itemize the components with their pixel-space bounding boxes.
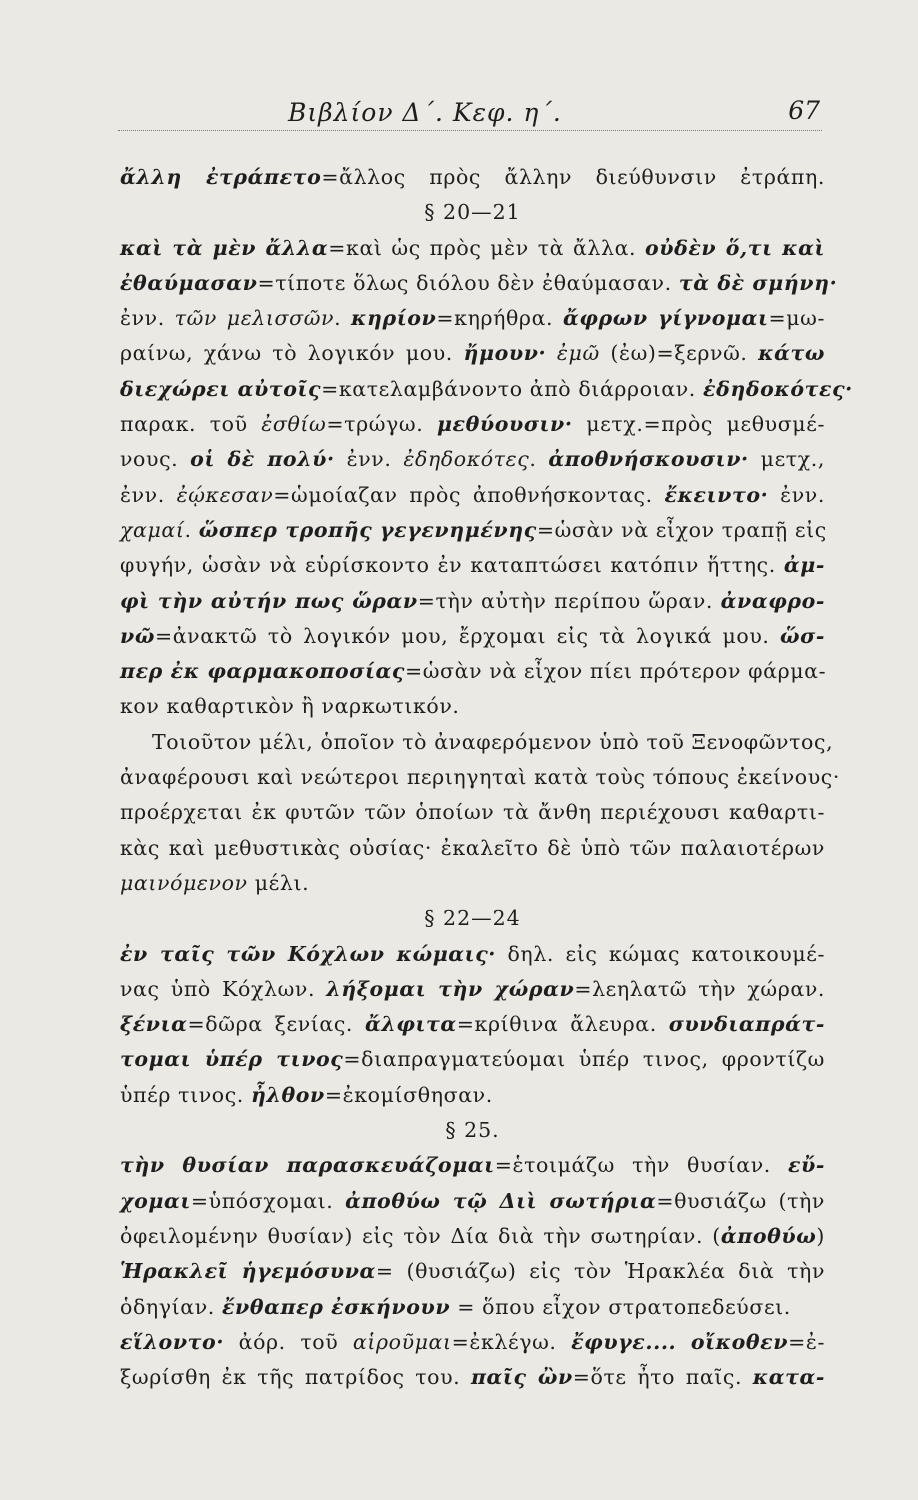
gloss-text: κον καθαρτικὸν ἢ ναρκωτικόν. xyxy=(120,694,460,719)
gloss-text: =δῶρα ξενίας. xyxy=(187,1012,365,1037)
gloss-text xyxy=(546,341,557,365)
lemma: ἦλθον xyxy=(251,1082,325,1107)
gloss-text: =ἄλλος πρὸς ἄλλην διεύθυνσιν ἐτράπη. xyxy=(321,165,825,189)
text-line xyxy=(120,1184,825,1219)
text-line xyxy=(120,513,825,548)
italic-term: μαινόμενον xyxy=(120,870,248,895)
text-line xyxy=(120,689,825,724)
lemma: ἄφρων γίγνομαι xyxy=(562,306,769,331)
italic-term: ἐσθίω xyxy=(261,412,327,437)
gloss-text: μετχ., xyxy=(748,447,826,472)
lemma: οὐδὲν ὅ,τι καὶ xyxy=(645,235,825,260)
section-heading xyxy=(120,195,825,230)
gloss-text: (ἐω)=ξερνῶ. xyxy=(599,341,759,366)
lemma: τομαι ὑπέρ τινος xyxy=(120,1047,344,1072)
text-line xyxy=(120,584,825,619)
gloss-text: ) xyxy=(816,1223,825,1248)
text-line xyxy=(120,972,825,1007)
text-line xyxy=(120,1007,825,1042)
text-line xyxy=(120,336,825,371)
lemma: καὶ τὰ μὲν ἄλλα xyxy=(120,235,329,260)
lemma: Ἡρακλεῖ ἡγεμόσυνα xyxy=(120,1259,376,1284)
lemma: οἴκοθεν xyxy=(690,1329,789,1354)
text-line xyxy=(120,372,853,407)
lemma: κατα- xyxy=(752,1365,825,1390)
text-line xyxy=(120,1290,825,1325)
lemma: οἱ δὲ πολύ· xyxy=(190,447,335,472)
text-line xyxy=(120,1042,825,1077)
gloss-text: παρακ. τοῦ xyxy=(120,412,262,437)
page-header xyxy=(118,96,822,131)
gloss-text: νους. xyxy=(120,447,191,472)
lemma: ἄλλη ἐτράπετο xyxy=(120,165,322,189)
lemma: χομαι xyxy=(120,1188,191,1213)
gloss-text: =ἐκομίσθησαν. xyxy=(324,1082,493,1107)
gloss-text: . xyxy=(184,517,199,542)
gloss-text: δηλ. εἰς κώμας κατοικουμέ- xyxy=(496,941,825,966)
gloss-text: ἐνν. xyxy=(120,482,177,507)
lemma: ἄλφιτα xyxy=(364,1012,457,1037)
lemma: ὥσπερ τροπῆς γεγενημένης xyxy=(198,517,537,542)
gloss-text: =μω- xyxy=(768,306,826,331)
gloss-text: =λεηλατῶ τὴν χώραν. xyxy=(574,976,826,1001)
gloss-text: =κρίθινα ἄλευρα. xyxy=(456,1012,669,1037)
page-body xyxy=(120,160,853,1395)
gloss-text: =ἑτοιμάζω τὴν θυσίαν. xyxy=(494,1153,788,1178)
lemma: ἐθαύμασαν xyxy=(120,270,258,295)
gloss-text: ξωρίσθη ἐκ τῆς πατρίδος του. xyxy=(120,1365,471,1390)
lemma: ἀποθύω τῷ Διὶ σωτήρια xyxy=(345,1188,657,1213)
gloss-text: κὰς καὶ μεθυστικὰς οὐσίας· ἐκαλεῖτο δὲ ὑπὸ τῶν παλαιοτέρων xyxy=(120,835,825,860)
gloss-text: =ἐκλέγω. xyxy=(451,1329,572,1354)
section-heading xyxy=(120,901,825,936)
lemma: ἀποθνήσκουσιν· xyxy=(548,447,749,472)
text-line xyxy=(120,725,834,760)
gloss-text: =διαπραγματεύομαι ὑπέρ τινος, φροντίζω xyxy=(343,1047,825,1072)
gloss-text: . xyxy=(334,306,352,331)
text-line xyxy=(120,1078,825,1113)
text-line xyxy=(120,866,825,901)
lemma: ἐδηδοκότες· xyxy=(703,376,853,401)
gloss-text: =ὡσὰν νὰ εἶχον πίει πρότερον φάρμα- xyxy=(404,659,827,684)
gloss-text: ἐνν. xyxy=(120,306,175,331)
gloss-text: ραίνω, χάνω τὸ λογικόν μου. xyxy=(120,341,464,366)
gloss-text: μέλι. xyxy=(247,870,310,895)
lemma: ἀποθύω xyxy=(720,1223,817,1248)
lemma: παῖς ὢν xyxy=(470,1365,573,1390)
gloss-text xyxy=(676,1330,691,1354)
gloss-text: =ὑπόσχομαι. xyxy=(190,1188,346,1213)
lemma: μεθύουσιν· xyxy=(436,412,573,437)
italic-term: ἐδηδοκότες xyxy=(403,447,530,472)
text-line xyxy=(120,231,825,266)
gloss-text: προέρχεται ἐκ φυτῶν τῶν ὁποίων τὰ ἄνθη περιέχουσι καθαρτι- xyxy=(120,800,825,825)
gloss-text: ὑπέρ τινος. xyxy=(120,1082,252,1107)
text-line xyxy=(120,937,825,972)
text-line xyxy=(120,619,825,654)
lemma: ἔκειντο· xyxy=(664,482,769,507)
gloss-text: § 25. xyxy=(445,1118,500,1143)
gloss-text: § 22—24 xyxy=(424,906,521,931)
gloss-text: ὁδηγίαν. xyxy=(120,1294,222,1319)
lemma: ἤμουν· xyxy=(463,341,547,366)
text-line xyxy=(120,654,825,689)
gloss-text: =τρώγω. xyxy=(326,412,437,437)
lemma: νῶ xyxy=(120,623,155,648)
lemma: κάτω xyxy=(758,341,825,366)
lemma: ἀμ- xyxy=(783,553,825,578)
text-line xyxy=(120,478,825,513)
lemma: περ ἐκ φαρμακοποσίας xyxy=(120,659,405,684)
italic-term: τῶν μελισσῶν xyxy=(174,306,335,331)
lemma: εἵλοντο· xyxy=(120,1329,225,1354)
gloss-text: § 20—21 xyxy=(424,200,521,225)
gloss-text: . xyxy=(529,447,549,472)
text-line xyxy=(120,548,825,583)
running-title: Βιβλίον Δ΄. Κεφ. η΄. xyxy=(288,98,562,127)
gloss-text: =κηρήθρα. xyxy=(436,306,563,331)
lemma: εὔ- xyxy=(787,1153,825,1178)
gloss-text: = ὅπου εἶχον στρατοπεδεύσει. xyxy=(450,1294,791,1319)
section-heading xyxy=(120,1113,825,1148)
italic-term: αἱροῦμαι xyxy=(352,1329,452,1354)
text-line xyxy=(120,1219,825,1254)
lemma: λήξομαι τὴν χώραν xyxy=(326,976,575,1001)
lemma: ἔνθαπερ ἐσκήνουν xyxy=(222,1294,451,1319)
text-line xyxy=(120,760,840,795)
gloss-text: ἐνν. xyxy=(334,447,404,472)
lemma: τὴν θυσίαν παρασκευάζομαι xyxy=(120,1153,495,1178)
text-line xyxy=(120,831,825,866)
text-line xyxy=(120,795,825,830)
text-line xyxy=(120,160,825,195)
gloss-text: ἀόρ. τοῦ xyxy=(224,1329,353,1354)
italic-term: ἐμῶ xyxy=(556,341,600,366)
gloss-text: μετχ.=πρὸς μεθυσμέ- xyxy=(572,412,825,437)
page-number: 67 xyxy=(788,96,820,125)
lemma: ἀναφρο- xyxy=(720,588,825,613)
gloss-text: ἐνν. xyxy=(768,482,825,507)
text-line xyxy=(120,1360,825,1395)
lemma: φὶ τὴν αὐτήν πως ὥραν xyxy=(120,588,418,613)
italic-term: ἐῴκεσαν xyxy=(176,482,274,507)
lemma: ὥσ- xyxy=(780,623,825,648)
lemma: ἔφυγε.... xyxy=(571,1329,677,1354)
gloss-text: νας ὑπὸ Κόχλων. xyxy=(120,976,327,1001)
lemma: κηρίον xyxy=(351,306,437,331)
gloss-text: =ἐ- xyxy=(788,1329,825,1354)
text-line xyxy=(120,407,825,442)
gloss-text: =θυσιάζω (τὴν xyxy=(656,1188,825,1213)
lemma: συνδιαπράτ- xyxy=(668,1012,825,1037)
gloss-text: =ὡμοίαζαν πρὸς ἀποθνήσκοντας. xyxy=(273,482,665,507)
text-line xyxy=(120,1254,825,1289)
gloss-text: =ἀνακτῶ τὸ λογικόν μου, ἔρχομαι εἰς τὰ λογικά μου. xyxy=(154,623,781,648)
gloss-text: =καὶ ὡς πρὸς μὲν τὰ ἄλλα. xyxy=(328,235,645,260)
lemma: τὰ δὲ σμήνη· xyxy=(678,270,838,295)
text-line xyxy=(120,442,825,477)
lemma: ἐν ταῖς τῶν Κόχλων κώμαις· xyxy=(120,941,497,966)
text-line xyxy=(120,1325,825,1360)
gloss-text: =τίποτε ὅλως διόλου δὲν ἐθαύμασαν. xyxy=(257,270,679,295)
gloss-text: =τὴν αὐτὴν περίπου ὥραν. xyxy=(417,588,721,613)
text-line xyxy=(120,1148,825,1183)
italic-term: χαμαί xyxy=(120,517,185,542)
gloss-text: =κατελαμβάνοντο ἀπὸ διάρροιαν. xyxy=(321,376,704,401)
lemma: διεχώρει αὐτοῖς xyxy=(120,376,322,401)
gloss-text: φυγήν, ὡσὰν νὰ εὑρίσκοντο ἐν καταπτώσει κατόπιν ἥττης. xyxy=(120,553,784,578)
text-line xyxy=(120,301,825,336)
gloss-text: = (θυσιάζω) εἰς τὸν Ἡρακλέα διὰ τὴν xyxy=(375,1259,826,1284)
gloss-text: ὀφειλομένην θυσίαν) εἰς τὸν Δία διὰ τὴν σωτηρίαν. ( xyxy=(120,1223,721,1248)
gloss-text: =ὅτε ἦτο παῖς. xyxy=(572,1365,753,1390)
gloss-text: =ὡσὰν νὰ εἶχον τραπῇ εἰς xyxy=(536,517,827,542)
text-line xyxy=(120,266,838,301)
gloss-text: ἀναφέρουσι καὶ νεώτεροι περιηγηταὶ κατὰ τοὺς τόπους ἐκείνους· xyxy=(120,765,840,790)
lemma: ξένια xyxy=(120,1012,188,1037)
gloss-text: Τοιοῦτον μέλι, ὁποῖον τὸ ἀναφερόμενον ὑπὸ τοῦ Ξενοφῶντος, xyxy=(152,729,834,754)
